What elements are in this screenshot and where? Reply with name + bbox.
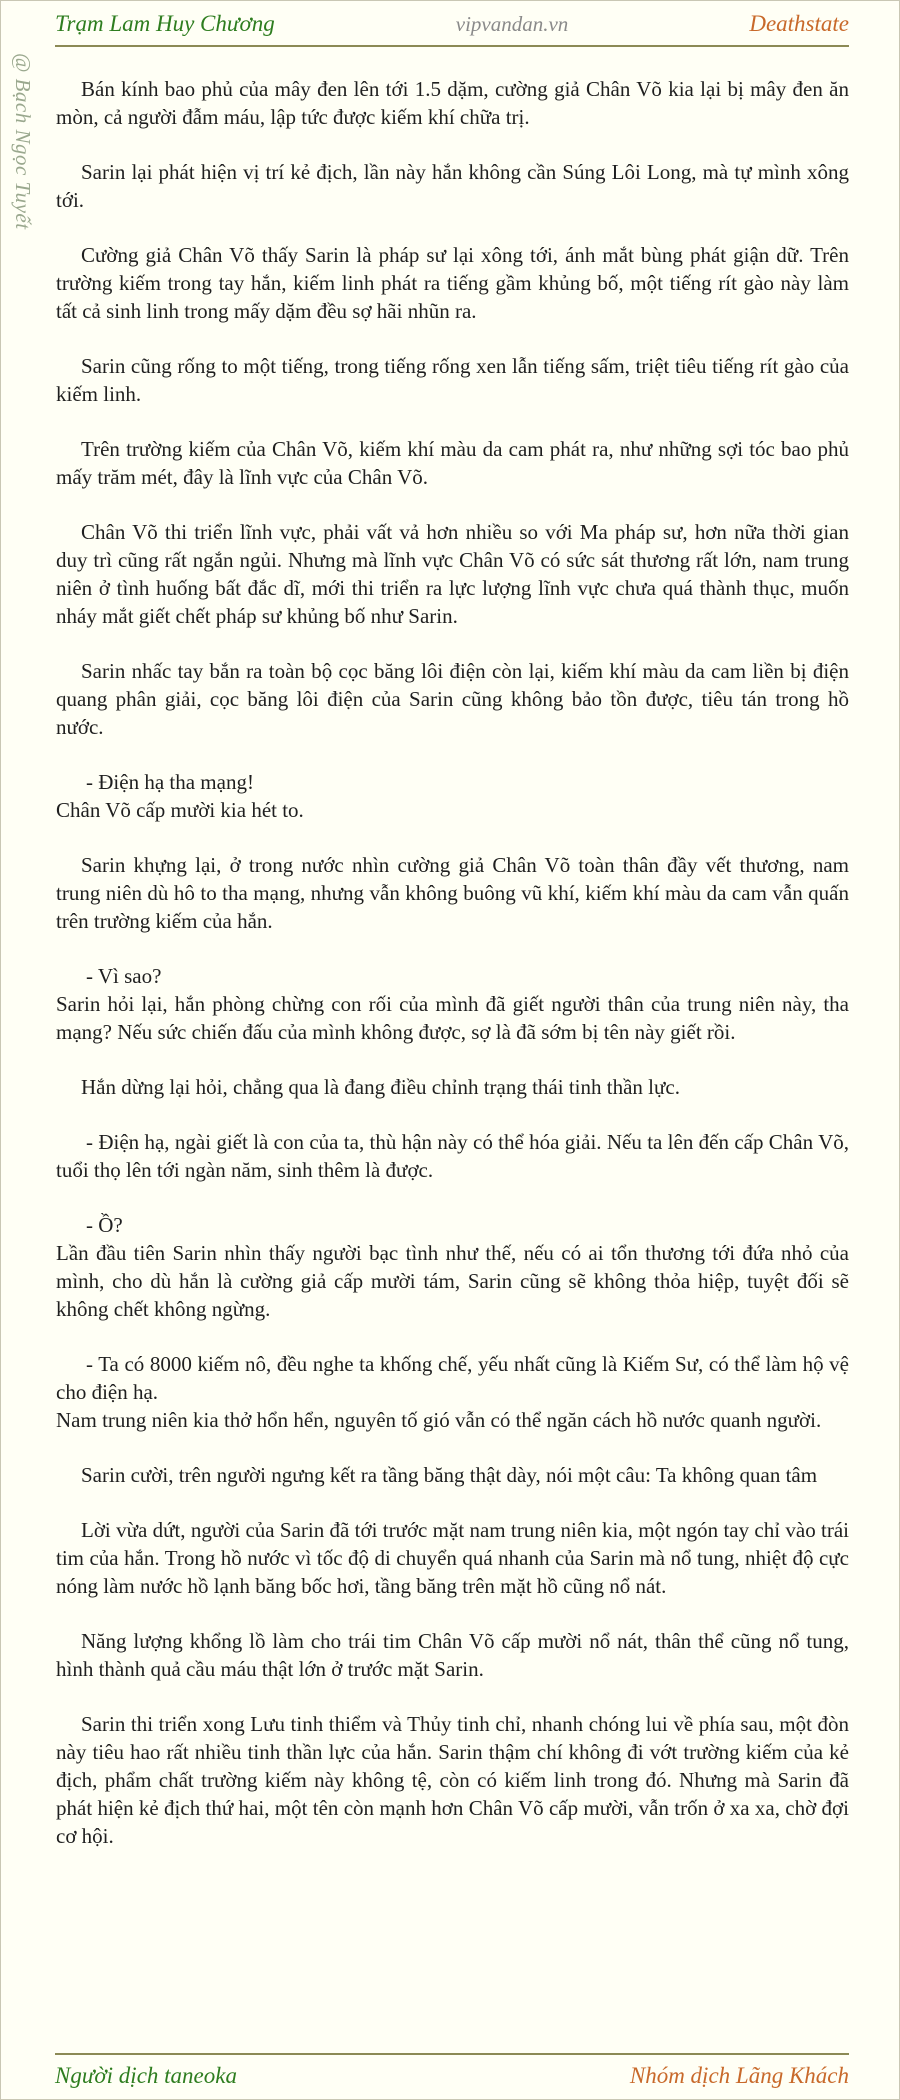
paragraph: Năng lượng khổng lồ làm cho trái tim Chân Võ cấp mười nổ nát, thân thể cũng nổ tung, hình thành quả cầu máu thật lớn ở trước mặt Sarin. [56,1629,849,1681]
chapter-text [56,75,849,1877]
paragraph: Sarin thi triển xong Lưu tinh thiểm và Thủy tinh chỉ, nhanh chóng lui về phía sau, một đòn này tiêu hao rất nhiều tinh thần lực của hắn. Sarin thậm chí không đi vớt trường kiếm của kẻ địch, phẩm chất trường kiếm này không tệ, còn có kiếm linh trong đó. Nhưng mà Sarin đã phát hiện kẻ địch thứ hai, một tên còn mạnh hơn Chân Võ cấp mười, vẫn trốn ở xa xa, chờ đợi cơ hội. [56,1712,849,1848]
dialog-line: - Ta có 8000 kiếm nô, đều nghe ta khống chế, yếu nhất cũng là Kiếm Sư, có thể làm hộ vệ cho điện hạ. [56,1352,849,1404]
narration-line: Sarin hỏi lại, hắn phòng chừng con rối của mình đã giết người thân của trung niên này, tha mạng? Nếu sức chiến đấu của mình không được, sợ là đã sớm bị tên này giết rồi. [56,992,849,1044]
header-author: Deathstate [749,11,849,36]
dialog-line: - Điện hạ, ngài giết là con của ta, thù hận này có thể hóa giải. Nếu ta lên đến cấp Chân Võ, tuổi thọ lên tới ngàn năm, sinh thêm là được. [56,1130,849,1182]
footer-divider [55,2053,849,2055]
dialog-line: - Ồ? [86,1213,123,1237]
dialog-line: - Vì sao? [86,964,162,988]
dialog-block [56,1211,849,1323]
page-footer [55,2059,849,2093]
paragraph: Sarin cười, trên người ngưng kết ra tầng băng thật dày, nói một câu: Ta không quan tâm [81,1463,818,1487]
dialog-block [56,962,849,1046]
narration-line: Nam trung niên kia thở hổn hển, nguyên tố gió vẫn có thể ngăn cách hồ nước quanh người. [56,1408,822,1432]
dialog-block [56,768,849,824]
header-divider [55,45,849,47]
header-title: Trạm Lam Huy Chương [55,11,275,36]
paragraph: Sarin nhấc tay bắn ra toàn bộ cọc băng lôi điện còn lại, kiếm khí màu da cam liền bị điện quang phân giải, cọc băng lôi điện của Sarin cũng không bảo tồn được, tiêu tán trong hồ nước. [56,659,849,739]
header-site: vipvandan.vn [455,11,569,36]
narration-line: Lần đầu tiên Sarin nhìn thấy người bạc tình như thế, nếu có ai tổn thương tới đứa nhỏ của mình, cho dù hắn là cường giả cấp mười tám, Sarin cũng sẽ không thỏa hiệp, tuyệt đối sẽ không chết không ngừng. [56,1241,849,1321]
narration-line: Chân Võ cấp mười kia hét to. [56,798,304,822]
footer-translator: Người dịch taneoka [55,2063,237,2088]
paragraph: Lời vừa dứt, người của Sarin đã tới trước mặt nam trung niên kia, một ngón tay chỉ vào trái tim của hắn. Trong hồ nước vì tốc độ di chuyển quá nhanh của Sarin mà nổ tung, nhiệt độ cực nóng làm nước hồ lạnh băng bốc hơi, tầng băng trên mặt hồ cũng nổ nát. [56,1518,849,1598]
dialog-block [56,1350,849,1434]
paragraph: Bán kính bao phủ của mây đen lên tới 1.5 dặm, cường giả Chân Võ kia lại bị mây đen ăn mòn, cả người đẫm máu, lập tức được kiếm khí chữa trị. [56,77,849,129]
side-watermark: @ Bạch Ngọc Tuyết [11,53,35,230]
dialog-line: - Điện hạ tha mạng! [86,770,254,794]
paragraph: Trên trường kiếm của Chân Võ, kiếm khí màu da cam phát ra, như những sợi tóc bao phủ mấy trăm mét, đây là lĩnh vực của Chân Võ. [56,437,849,489]
paragraph: Chân Võ thi triển lĩnh vực, phải vất vả hơn nhiều so với Ma pháp sư, hơn nữa thời gian duy trì cũng rất ngắn ngủi. Nhưng mà lĩnh vực Chân Võ có sức sát thương rất lớn, nam trung niên ở tình huống bất đắc dĩ, mới thi triển ra lực lượng lĩnh vực chưa quá thành thục, muốn nháy mắt giết chết pháp sư khủng bố như Sarin. [56,520,849,628]
paragraph: Hắn dừng lại hỏi, chẳng qua là đang điều chỉnh trạng thái tinh thần lực. [81,1075,680,1099]
paragraph: Sarin cũng rống to một tiếng, trong tiếng rống xen lẫn tiếng sấm, triệt tiêu tiếng rít gào của kiếm linh. [56,354,849,406]
paragraph: Sarin khựng lại, ở trong nước nhìn cường giả Chân Võ toàn thân đầy vết thương, nam trung niên dù hô to tha mạng, nhưng vẫn không buông vũ khí, kiếm khí màu da cam vẫn quấn trên trường kiếm của hắn. [56,853,849,933]
dialog-block [56,1128,849,1184]
paragraph: Sarin lại phát hiện vị trí kẻ địch, lần này hắn không cần Súng Lôi Long, mà tự mình xông tới. [56,160,849,212]
paragraph: Cường giả Chân Võ thấy Sarin là pháp sư lại xông tới, ánh mắt bùng phát giận dữ. Trên trường kiếm trong tay hắn, kiếm linh phát ra tiếng gầm khủng bố, một tiếng rít gào này làm tất cả sinh linh trong mấy dặm đều sợ hãi nhũn ra. [56,243,849,323]
page-header [55,7,849,41]
footer-group: Nhóm dịch Lãng Khách [629,2063,849,2088]
